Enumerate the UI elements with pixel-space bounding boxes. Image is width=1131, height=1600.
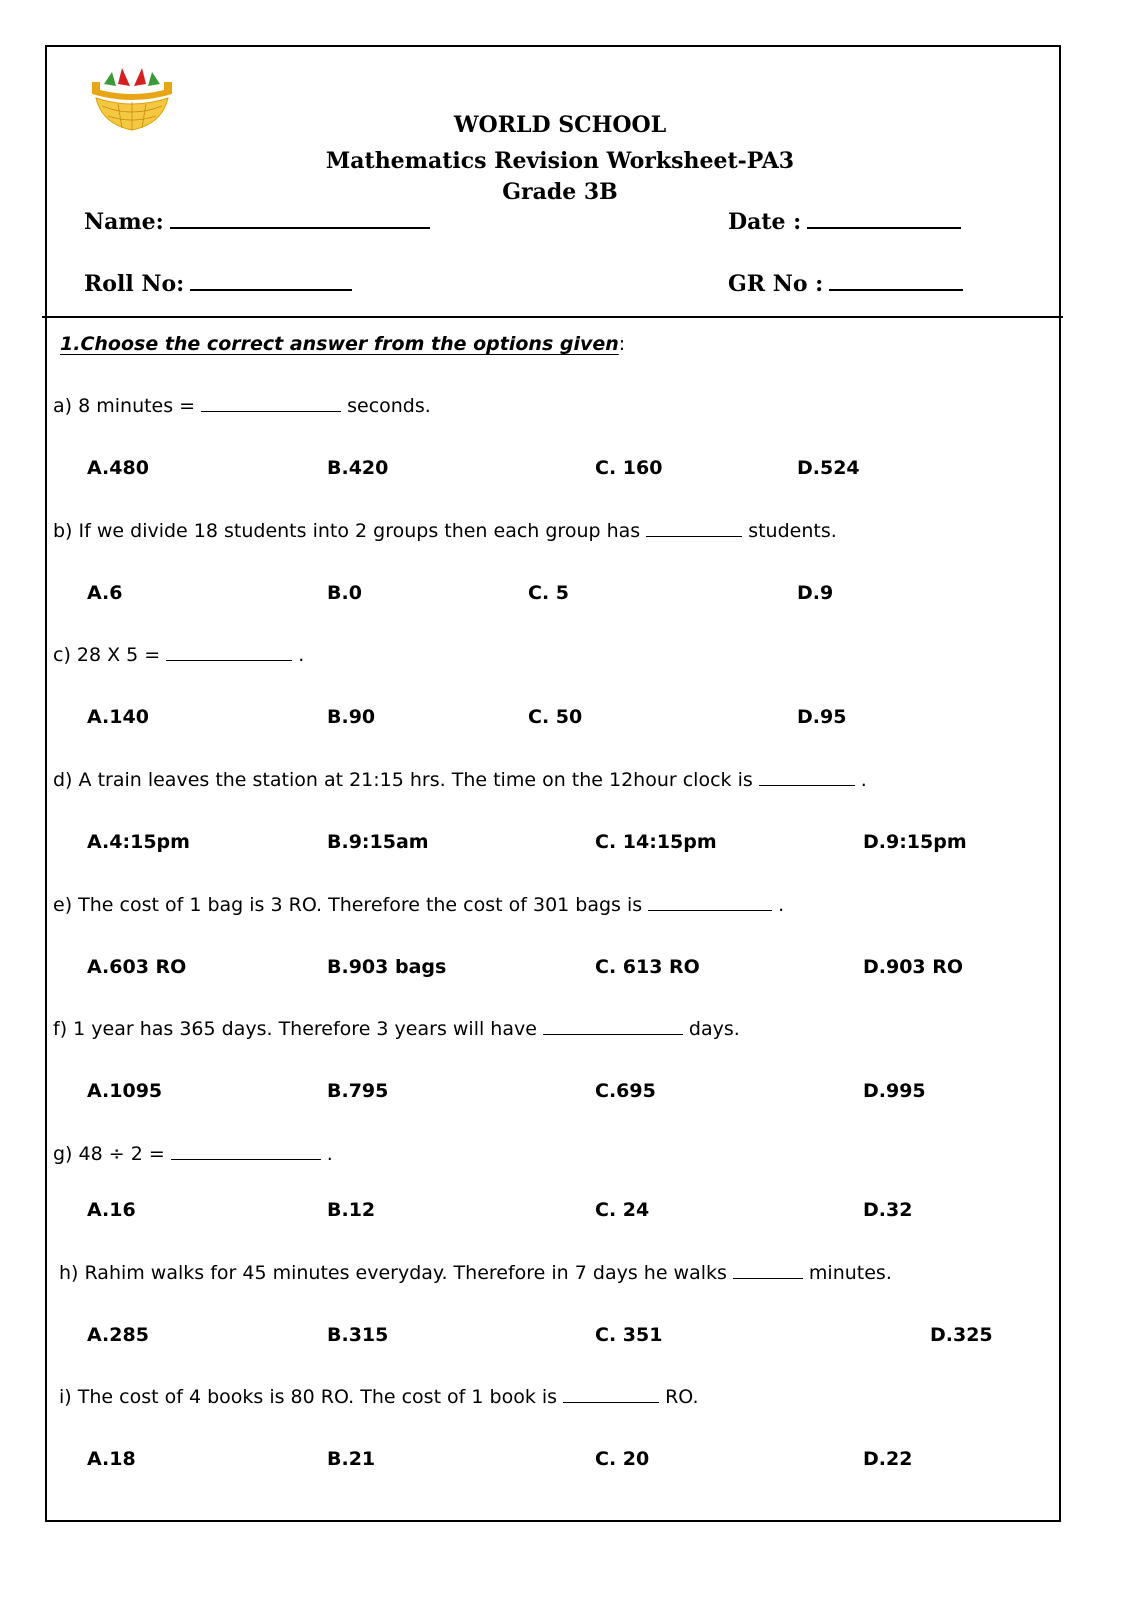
question-text-after: minutes. bbox=[808, 1262, 892, 1284]
question-label: a) bbox=[53, 395, 73, 417]
option-b[interactable]: B.420 bbox=[327, 457, 389, 479]
option-c[interactable]: C. 50 bbox=[528, 706, 583, 728]
question-a bbox=[53, 395, 431, 417]
question-h bbox=[59, 1262, 892, 1284]
option-b[interactable]: B.90 bbox=[327, 706, 376, 728]
option-b[interactable]: B.12 bbox=[327, 1199, 376, 1221]
option-b[interactable]: B.21 bbox=[327, 1448, 376, 1470]
roll-line[interactable] bbox=[190, 271, 352, 291]
option-c[interactable]: C. 351 bbox=[595, 1324, 663, 1346]
question-text-after: RO. bbox=[665, 1386, 699, 1408]
question-text-after: . bbox=[326, 1143, 333, 1165]
question-b bbox=[53, 520, 837, 542]
answer-blank[interactable] bbox=[166, 644, 292, 661]
option-c[interactable]: C. 24 bbox=[595, 1199, 650, 1221]
date-field[interactable] bbox=[728, 209, 961, 235]
option-d[interactable]: D.9:15pm bbox=[863, 831, 967, 853]
question-text-after: seconds. bbox=[347, 395, 431, 417]
section-colon: : bbox=[618, 333, 626, 355]
section-title: 1.Choose the correct answer from the options given bbox=[60, 333, 619, 355]
question-text-after: days. bbox=[688, 1018, 740, 1040]
school-name: WORLD SCHOOL bbox=[453, 112, 667, 138]
question-label: f) bbox=[53, 1018, 68, 1040]
question-g bbox=[53, 1143, 333, 1165]
question-text-after: . bbox=[778, 894, 785, 916]
roll-field[interactable] bbox=[84, 271, 352, 297]
option-d[interactable]: D.524 bbox=[797, 457, 860, 479]
question-text: A train leaves the station at 21:15 hrs. The time on the 12hour clock is bbox=[78, 769, 753, 791]
gr-field[interactable] bbox=[728, 271, 963, 297]
answer-blank[interactable] bbox=[201, 395, 341, 412]
option-c[interactable]: C.695 bbox=[595, 1080, 656, 1102]
answer-blank[interactable] bbox=[648, 894, 772, 911]
option-c[interactable]: C. 14:15pm bbox=[595, 831, 717, 853]
question-i bbox=[59, 1386, 699, 1408]
question-label: c) bbox=[53, 644, 71, 666]
option-b[interactable]: B.795 bbox=[327, 1080, 389, 1102]
gr-label: GR No : bbox=[728, 271, 824, 297]
option-c[interactable]: C. 20 bbox=[595, 1448, 650, 1470]
option-a[interactable]: A.18 bbox=[87, 1448, 136, 1470]
question-text-after: students. bbox=[748, 520, 837, 542]
option-d[interactable]: D.95 bbox=[797, 706, 847, 728]
question-c bbox=[53, 644, 304, 666]
question-text: The cost of 1 bag is 3 RO. Therefore the cost of 301 bags is bbox=[78, 894, 643, 916]
question-label: e) bbox=[53, 894, 73, 916]
question-text: The cost of 4 books is 80 RO. The cost of 1 book is bbox=[77, 1386, 558, 1408]
name-label: Name: bbox=[84, 209, 164, 235]
question-label: d) bbox=[53, 769, 73, 791]
question-text-after: . bbox=[860, 769, 867, 791]
option-a[interactable]: A.603 RO bbox=[87, 956, 187, 978]
question-text: If we divide 18 students into 2 groups then each group has bbox=[78, 520, 641, 542]
worksheet-title: Mathematics Revision Worksheet-PA3 bbox=[325, 148, 795, 174]
name-field[interactable] bbox=[84, 209, 430, 235]
question-label: i) bbox=[59, 1386, 72, 1408]
answer-blank[interactable] bbox=[563, 1386, 659, 1403]
question-label: b) bbox=[53, 520, 73, 542]
option-a[interactable]: A.4:15pm bbox=[87, 831, 190, 853]
question-f bbox=[53, 1018, 740, 1040]
option-a[interactable]: A.285 bbox=[87, 1324, 149, 1346]
answer-blank[interactable] bbox=[733, 1262, 803, 1279]
option-a[interactable]: A.1095 bbox=[87, 1080, 163, 1102]
question-text: 48 ÷ 2 = bbox=[78, 1143, 165, 1165]
option-b[interactable]: B.9:15am bbox=[327, 831, 429, 853]
answer-blank[interactable] bbox=[759, 769, 855, 786]
section-heading bbox=[60, 333, 625, 355]
option-a[interactable]: A.16 bbox=[87, 1199, 136, 1221]
option-d[interactable]: D.32 bbox=[863, 1199, 913, 1221]
option-b[interactable]: B.903 bags bbox=[327, 956, 447, 978]
grade-label: Grade 3B bbox=[502, 179, 618, 205]
header-divider bbox=[42, 316, 1063, 318]
option-a[interactable]: A.6 bbox=[87, 582, 123, 604]
option-d[interactable]: D.325 bbox=[930, 1324, 993, 1346]
question-e bbox=[53, 894, 784, 916]
question-text: 8 minutes = bbox=[78, 395, 196, 417]
option-c[interactable]: C. 160 bbox=[595, 457, 663, 479]
question-text: Rahim walks for 45 minutes everyday. Therefore in 7 days he walks bbox=[84, 1262, 727, 1284]
question-label: g) bbox=[53, 1143, 73, 1165]
answer-blank[interactable] bbox=[646, 520, 742, 537]
option-d[interactable]: D.903 RO bbox=[863, 956, 964, 978]
answer-blank[interactable] bbox=[171, 1143, 321, 1160]
question-text: 28 X 5 = bbox=[76, 644, 161, 666]
option-c[interactable]: C. 613 RO bbox=[595, 956, 700, 978]
answer-blank[interactable] bbox=[543, 1018, 683, 1035]
option-d[interactable]: D.995 bbox=[863, 1080, 926, 1102]
option-b[interactable]: B.0 bbox=[327, 582, 362, 604]
question-text-after: . bbox=[298, 644, 305, 666]
question-text: 1 year has 365 days. Therefore 3 years will have bbox=[73, 1018, 537, 1040]
gr-line[interactable] bbox=[829, 271, 963, 291]
date-line[interactable] bbox=[807, 209, 961, 229]
option-d[interactable]: D.22 bbox=[863, 1448, 913, 1470]
option-a[interactable]: A.480 bbox=[87, 457, 149, 479]
roll-label: Roll No: bbox=[84, 271, 185, 297]
date-label: Date : bbox=[728, 209, 802, 235]
option-b[interactable]: B.315 bbox=[327, 1324, 389, 1346]
option-c[interactable]: C. 5 bbox=[528, 582, 569, 604]
name-line[interactable] bbox=[170, 209, 430, 229]
question-label: h) bbox=[59, 1262, 79, 1284]
option-d[interactable]: D.9 bbox=[797, 582, 834, 604]
question-d bbox=[53, 769, 867, 791]
option-a[interactable]: A.140 bbox=[87, 706, 149, 728]
